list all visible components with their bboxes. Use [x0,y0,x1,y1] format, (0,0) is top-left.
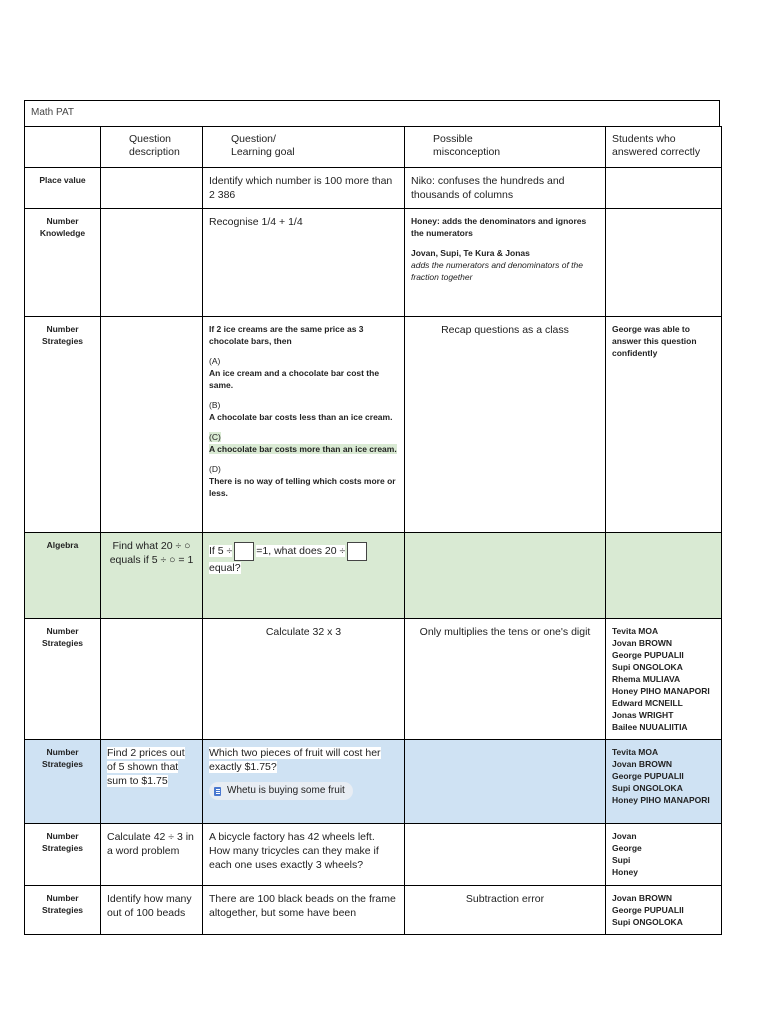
description-cell [101,317,203,533]
misconception-cell [405,740,606,824]
table-row [25,533,722,619]
students-cell: George was able to answer this question confidently [606,317,722,533]
question-cell: Recognise 1/4 + 1/4 [203,209,405,317]
misconception-honey: Honey: adds the denominators and ignores the numerators [411,216,587,238]
table-header-row [25,127,722,168]
students-cell: Tevita MOA Jovan BROWN George PUPUALII Supi ONGOLOKA Rhema MULIAVA Honey PIHO MANAPORI Edward MCNEILL Jonas WRIGHT Bailee NUUALIITIA [606,619,722,740]
misconception-cell [405,533,606,619]
category-cell: Number Knowledge [25,209,101,317]
header-cell-students: Students who answered correctly [606,127,722,168]
question-cell [203,317,405,533]
description-cell: Find what 20 ÷ ○ equals if 5 ÷ ○ = 1 [101,533,203,619]
table-row [25,209,722,317]
question-cell: There are 100 black beads on the frame altogether, but some have been [203,886,405,935]
description-cell [101,619,203,740]
question-cell: Calculate 32 x 3 [203,619,405,740]
category-cell: Number Strategies [25,619,101,740]
document-title-bar [24,100,720,126]
category-cell: Number Strategies [25,886,101,935]
question-cell: Identify which number is 100 more than 2 386 [203,168,405,209]
question-intro: If 2 ice creams are the same price as 3 chocolate bars, then [209,324,364,346]
misconception-cell [405,209,606,317]
option-a: (A) An ice cream and a chocolate bar cost the same. [209,356,380,390]
option-b: (B) A chocolate bar costs less than an ice cream. [209,400,393,422]
header-cell-description: Question description [101,127,203,168]
students-cell [606,168,722,209]
category-cell: Number Strategies [25,824,101,886]
table-row [25,886,722,935]
table-row [25,824,722,886]
category-cell: Algebra [25,533,101,619]
students-cell: Jovan BROWN George PUPUALII Supi ONGOLOKA [606,886,722,935]
table-row [25,168,722,209]
description-cell [101,168,203,209]
misconception-cell: Only multiplies the tens or one's digit [405,619,606,740]
blank-box [234,542,254,561]
description-cell [101,209,203,317]
header-cell-category [25,127,101,168]
description-cell: Identify how many out of 100 beads [101,886,203,935]
category-cell: Number Strategies [25,317,101,533]
students-cell: Jovan George Supi Honey [606,824,722,886]
assessment-table [24,126,722,935]
description-cell: Calculate 42 ÷ 3 in a word problem [101,824,203,886]
header-cell-misconception: Possible misconception [405,127,606,168]
document-title: Math PAT [31,107,74,118]
table-row [25,740,722,824]
students-cell [606,209,722,317]
misconception-cell: Niko: confuses the hundreds and thousands of columns [405,168,606,209]
misconception-cell [405,824,606,886]
category-cell: Number Strategies [25,740,101,824]
smart-chip-link[interactable]: Whetu is buying some fruit [209,782,353,800]
table-row [25,317,722,533]
option-c-correct: (C) A chocolate bar costs more than an ice cream. [209,432,397,454]
students-cell [606,533,722,619]
question-cell: Which two pieces of fruit will cost her exactly $1.75? Whetu is buying some fruit [203,740,405,824]
category-cell: Place value [25,168,101,209]
misconception-group: Jovan, Supi, Te Kura & Jonas [411,248,530,258]
blank-box [347,542,367,561]
students-cell: Tevita MOA Jovan BROWN George PUPUALII Supi ONGOLOKA Honey PIHO MANAPORI [606,740,722,824]
question-cell: If 5 ÷ =1, what does 20 ÷ equal? [203,533,405,619]
misconception-cell: Recap questions as a class [405,317,606,533]
description-cell: Find 2 prices out of 5 shown that sum to $1.75 [101,740,203,824]
misconception-group-note: adds the numerators and denominators of the fraction together [411,260,583,282]
table-row [25,619,722,740]
option-d: (D) There is no way of telling which costs more or less. [209,464,396,498]
header-cell-question: Question/ Learning goal [203,127,405,168]
document-icon [214,787,221,796]
question-cell: A bicycle factory has 42 wheels left. How many tricycles can they make if each one uses exactly 3 wheels? [203,824,405,886]
misconception-cell: Subtraction error [405,886,606,935]
